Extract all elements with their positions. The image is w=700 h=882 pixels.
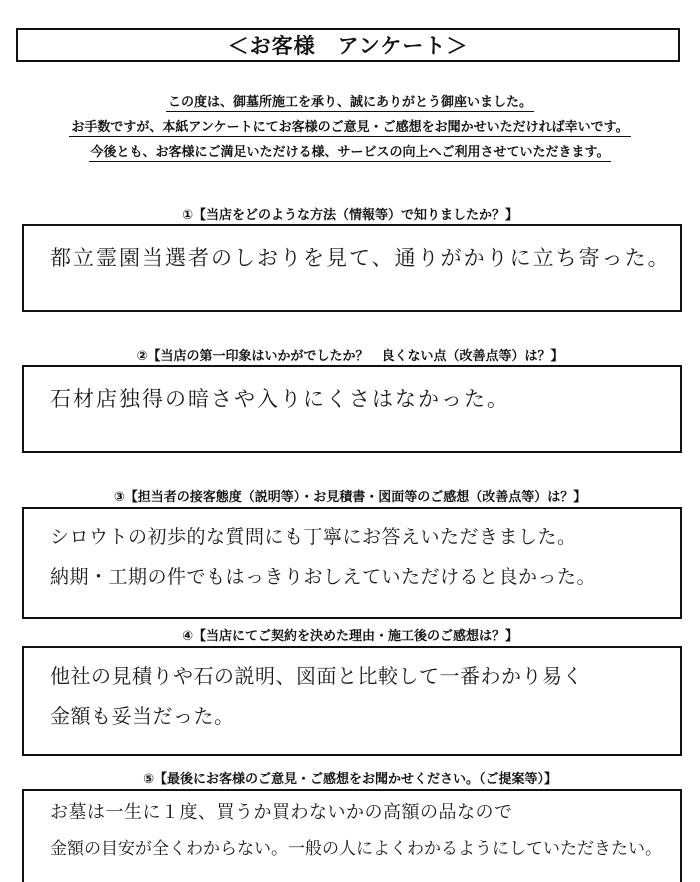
- question-2-label: ②【当店の第一印象はいかがでしたか？ 良くない点（改善点等）は？】: [136, 349, 564, 364]
- question-1-answer-line: 都立霊園当選者のしおりを見て、通りがかりに立ち寄った。: [50, 246, 671, 270]
- question-5-answer-line: お墓は一生に１度、買うか買わないかの高額の品なので: [50, 802, 513, 823]
- question-3-answer-line: 納期・工期の件でもはっきりおしえていただけると良かった。: [50, 566, 597, 588]
- question-3-label: ③【担当者の接客態度（説明等）・お見積書・図面等のご感想（改善点等）は？】: [113, 490, 587, 505]
- question-1-answer-box: [22, 224, 682, 312]
- intro-line: 今後とも、お客様にご満足いただける様、サービスの向上へご利用させていただきます。: [90, 145, 610, 160]
- question-1-label: ①【当店をどのような方法（情報等）で知りましたか？】: [181, 208, 518, 223]
- question-4-label: ④【当店にてご契約を決めた理由・施工後のご感想は？】: [181, 629, 518, 644]
- survey-title: ＜お客様 アンケート＞: [227, 34, 469, 58]
- question-5-label: ⑤【最後にお客様のご意見・ご感想をお聞かせください。（ご提案等）】: [142, 772, 557, 787]
- question-5-answer-line: 金額の目安が全くわからない。一般の人によくわかるようにしていただきたい。: [50, 839, 662, 859]
- intro-line: お手数ですが、本紙アンケートにてお客様のご意見・ご感想をお聞かせいただければ幸いです。: [71, 120, 629, 135]
- survey-title-box: [16, 28, 680, 62]
- intro-line: この度は、御墓所施工を承り、誠にありがとう御座いました。: [167, 95, 532, 110]
- question-3-answer-line: シロウトの初歩的な質問にも丁寧にお答えいただきました。: [50, 526, 577, 548]
- intro-text: [0, 92, 700, 167]
- question-4-answer-line: 金額も妥当だった。: [50, 704, 235, 728]
- question-2-answer-box: [22, 365, 682, 453]
- question-4-answer-line: 他社の見積りや石の説明、図面と比較して一番わかり易く: [50, 664, 583, 688]
- question-2-answer-line: 石材店独得の暗さや入りにくさはなかった。: [50, 387, 510, 411]
- question-4-answer-box: [22, 646, 682, 756]
- question-5-answer-box: [22, 789, 682, 882]
- question-3-answer-box: [22, 507, 682, 619]
